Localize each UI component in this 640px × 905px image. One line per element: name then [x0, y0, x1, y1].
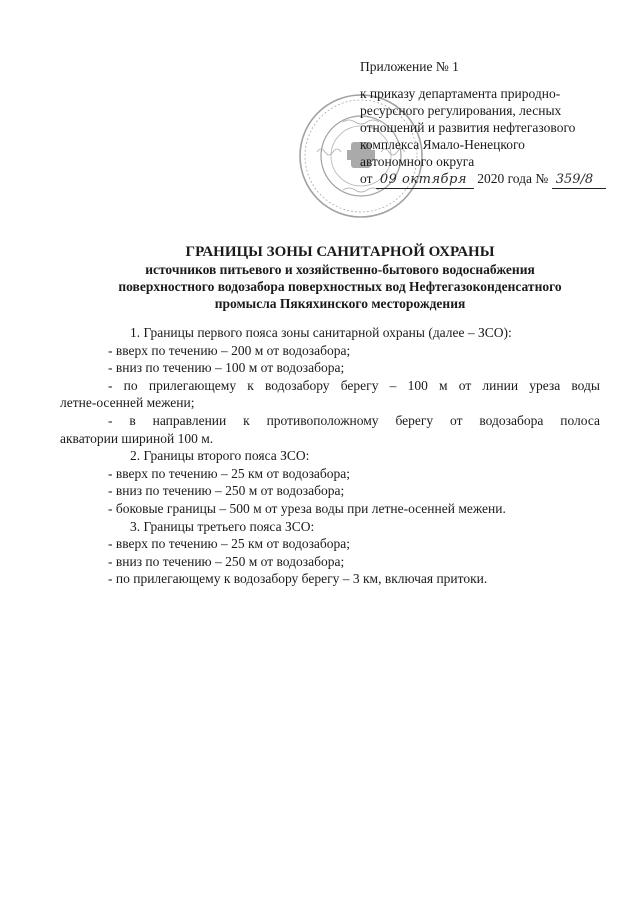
list-item: - вверх по течению – 200 м от водозабора; — [108, 342, 351, 358]
list-item: - вниз по течению – 100 м от водозабора; — [108, 360, 345, 376]
handwritten-order-number: 359/8 — [552, 171, 606, 189]
annex-order-line: автономного округа — [360, 154, 475, 169]
order-year: 2020 года — [477, 171, 533, 186]
document-subtitle-line: поверхностного водозабора поверхностных вод Нефтегазоконденсатного — [118, 279, 562, 294]
document-title: ГРАНИЦЫ ЗОНЫ САНИТАРНОЙ ОХРАНЫ — [185, 244, 495, 260]
list-item: - по прилегающему к водозабору берегу – 3 км, включая притоки. — [108, 571, 488, 587]
list-item: - вверх по течению – 25 км от водозабора; — [108, 536, 351, 552]
document-subtitle-line: источников питьевого и хозяйственно-бытового водоснабжения — [145, 262, 535, 277]
number-sign: № — [535, 171, 549, 186]
list-item: - боковые границы – 500 м от уреза воды при летне-осенней межени. — [108, 500, 506, 516]
list-item: - по прилегающему к водозабору берегу – 100 м от линии уреза воды — [108, 377, 600, 393]
annex-order-line: комплекса Ямало-Ненецкого — [360, 137, 525, 152]
list-item-continuation: акватории шириной 100 м. — [60, 430, 214, 446]
list-item: - вверх по течению – 25 км от водозабора; — [108, 465, 351, 481]
annex-order-line: ресурсного регулирования, лесных — [360, 103, 562, 118]
document-subtitle-line: промысла Пякяхинского месторождения — [214, 296, 466, 311]
section-heading: 1. Границы первого пояса зоны санитарной охраны (далее – ЗСО): — [130, 325, 512, 340]
handwritten-date: 09 октября — [376, 171, 474, 189]
list-item-continuation: летне-осенней межени; — [60, 395, 195, 411]
section-heading: 3. Границы третьего пояса ЗСО: — [130, 518, 315, 534]
section-heading: 2. Границы второго пояса ЗСО: — [130, 448, 310, 464]
list-item: - в направлении к противоположному берегу от водозабора полоса — [108, 412, 600, 428]
annex-order-line: отношений и развития нефтегазового — [360, 120, 576, 135]
order-date-line — [360, 170, 620, 189]
list-item: - вниз по течению – 250 м от водозабора; — [108, 553, 345, 569]
document-body — [60, 324, 600, 588]
annex-block — [360, 58, 620, 189]
annex-order-line: к приказу департамента природно- — [360, 86, 561, 101]
annex-title: Приложение № 1 — [360, 59, 459, 74]
date-prefix: от — [360, 171, 373, 186]
document-title-block — [60, 243, 620, 312]
list-item: - вниз по течению – 250 м от водозабора; — [108, 483, 345, 499]
